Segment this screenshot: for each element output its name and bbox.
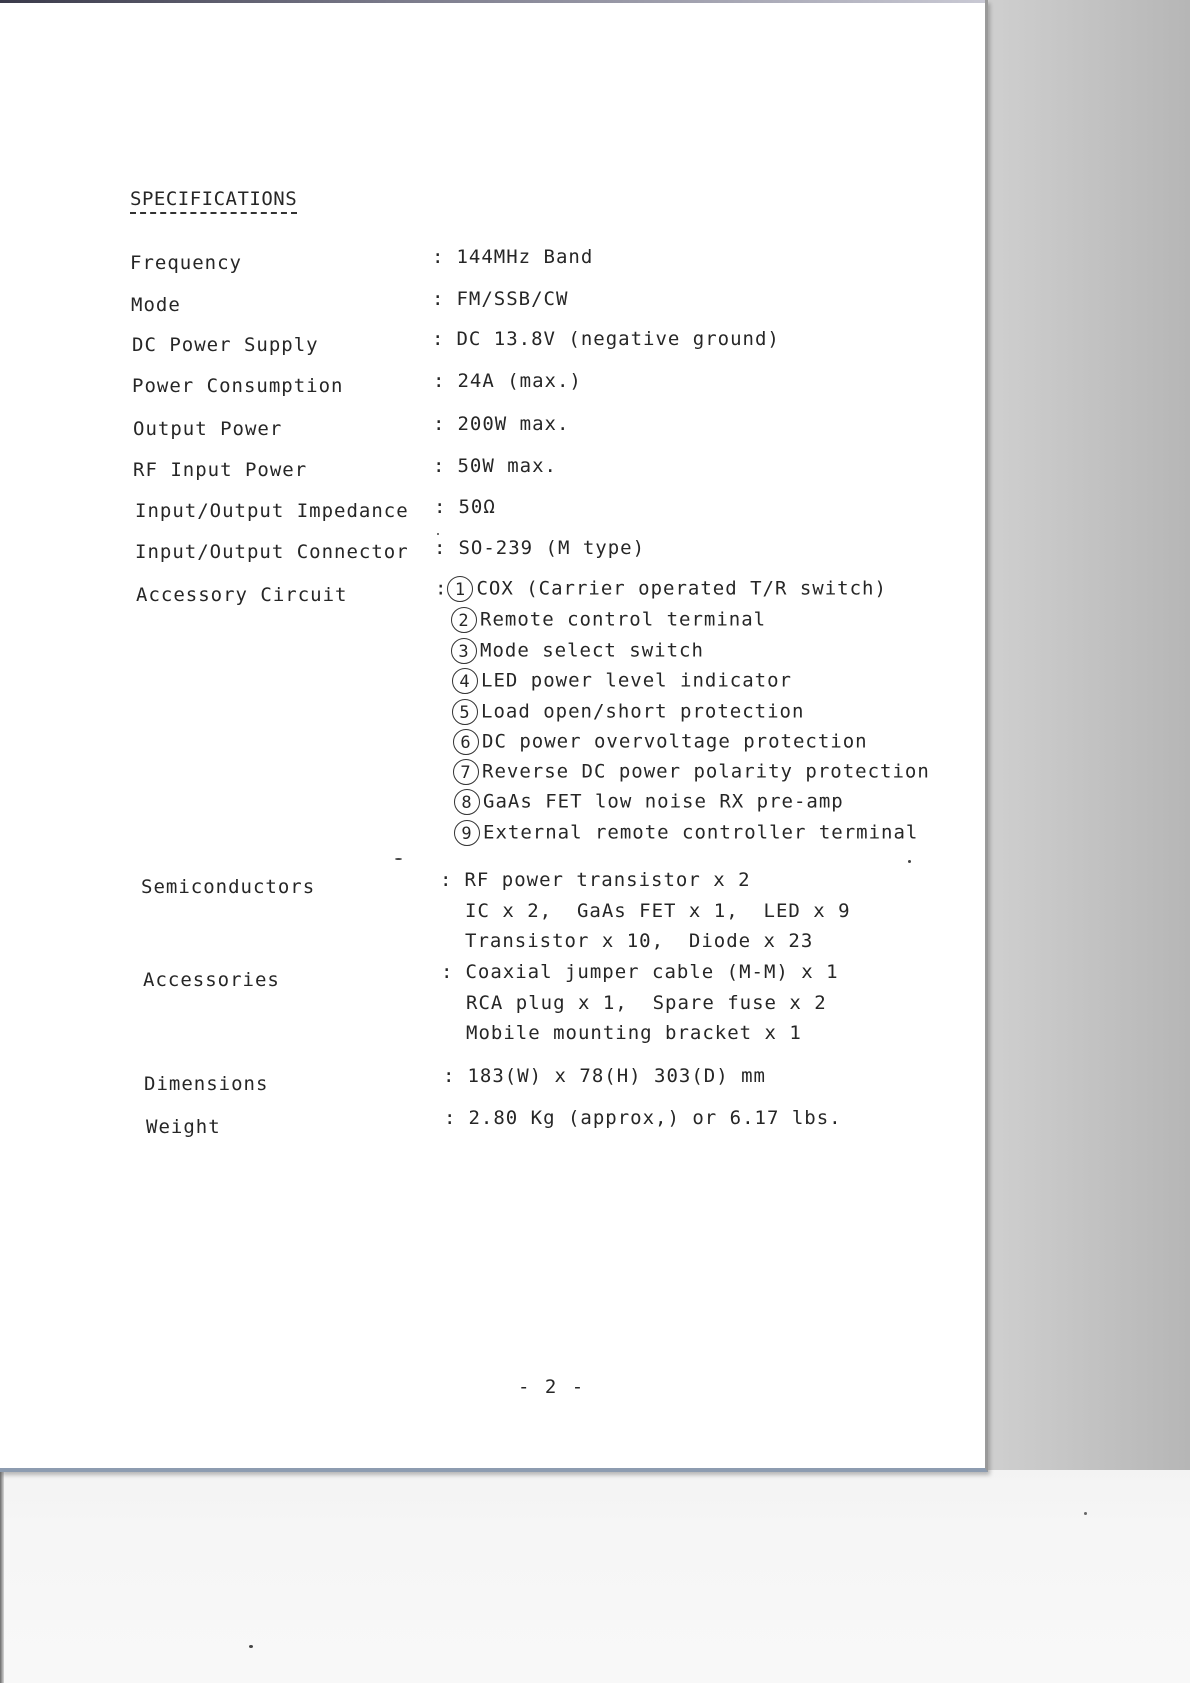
item-number-badge: 1 [447, 576, 473, 602]
value-text: 183(W) x 78(H) 303(D) mm [467, 1065, 766, 1087]
spec-label-output-power: Output Power [133, 418, 283, 440]
spec-label-weight: Weight [146, 1116, 221, 1138]
item-text: Load open/short protection [481, 700, 805, 723]
value-text: FM/SSB/CW [456, 288, 569, 310]
semiconductors-line [440, 869, 751, 891]
scan-speck [437, 533, 439, 535]
value-text: 200W max. [457, 413, 570, 435]
spec-value-io-impedance [434, 496, 496, 518]
item-number-badge: 2 [451, 607, 477, 633]
colon: : [443, 1065, 456, 1087]
colon: : [432, 246, 445, 268]
item-number-badge: 9 [454, 820, 480, 846]
spec-label-io-impedance: Input/Output Impedance [135, 500, 409, 522]
item-text: External remote controller terminal [483, 821, 919, 844]
item-text: Reverse DC power polarity protection [482, 760, 930, 783]
item-number-badge: 3 [451, 638, 477, 664]
accessory-circuit-item [452, 668, 792, 694]
colon: : [432, 288, 445, 310]
scan-speck [395, 858, 402, 860]
accessories-line: RCA plug x 1, Spare fuse x 2 [466, 992, 827, 1014]
scanner-bed-area [0, 1470, 1190, 1683]
value-text: 50W max. [457, 455, 557, 477]
item-number-badge: 7 [453, 759, 479, 785]
value-text: RF power transistor x 2 [464, 869, 751, 891]
spec-label-dc-power-supply: DC Power Supply [132, 334, 319, 356]
colon: : [441, 961, 454, 983]
colon: : [435, 577, 448, 600]
item-text: DC power overvoltage protection [482, 730, 868, 753]
spec-value-io-connector [434, 537, 645, 559]
page-top-edge [0, 0, 985, 3]
spec-value-rf-input-power [433, 455, 557, 477]
value-text: Coaxial jumper cable (M-M) x 1 [465, 961, 839, 983]
item-number-badge: 4 [452, 668, 478, 694]
semiconductors-line: Transistor x 10, Diode x 23 [465, 930, 814, 952]
spec-label-accessory-circuit: Accessory Circuit [136, 584, 348, 606]
semiconductors-line: IC x 2, GaAs FET x 1, LED x 9 [465, 900, 851, 922]
value-text: DC 13.8V (negative ground) [456, 328, 780, 350]
scan-speck [1084, 1512, 1087, 1515]
spec-value-mode [432, 288, 568, 310]
colon: : [444, 1107, 457, 1129]
accessory-circuit-item [453, 729, 868, 755]
spec-label-power-consumption: Power Consumption [132, 375, 344, 397]
item-text: Mode select switch [480, 639, 704, 662]
spec-label-frequency: Frequency [130, 252, 242, 274]
spec-value-frequency [432, 246, 593, 268]
value-text: 144MHz Band [456, 246, 594, 268]
spec-label-accessories: Accessories [143, 969, 280, 991]
accessories-line [441, 961, 839, 983]
scan-speck [249, 1645, 253, 1648]
spec-value-power-consumption [433, 370, 582, 392]
item-text: LED power level indicator [481, 669, 792, 692]
accessory-circuit-item [452, 699, 804, 725]
scan-speck [908, 860, 911, 863]
accessories-line: Mobile mounting bracket x 1 [466, 1022, 802, 1044]
spec-value-output-power [433, 413, 569, 435]
spec-value-weight [444, 1107, 842, 1129]
value-text: 2.80 Kg (approx,) or 6.17 lbs. [468, 1107, 842, 1129]
colon: : [434, 537, 447, 559]
spec-label-dimensions: Dimensions [144, 1073, 269, 1095]
spec-label-rf-input-power: RF Input Power [133, 459, 308, 481]
item-number-badge: 8 [454, 789, 480, 815]
accessory-circuit-item [453, 759, 930, 785]
page-number: - 2 - [518, 1376, 586, 1398]
page-title: SPECIFICATIONS [130, 188, 297, 214]
item-number-badge: 5 [452, 699, 478, 725]
item-text: GaAs FET low noise RX pre-amp [483, 790, 844, 813]
colon: : [433, 370, 446, 392]
accessory-circuit-item [435, 576, 887, 602]
accessory-circuit-item [454, 820, 918, 846]
value-text: SO-239 (M type) [458, 537, 646, 559]
accessory-circuit-item [451, 607, 766, 633]
colon: : [433, 413, 446, 435]
accessory-circuit-item [451, 638, 704, 664]
accessory-circuit-item [454, 789, 844, 815]
spec-label-io-connector: Input/Output Connector [135, 541, 409, 563]
item-text: COX (Carrier operated T/R switch) [476, 577, 887, 600]
item-number-badge: 6 [453, 729, 479, 755]
colon: : [440, 869, 453, 891]
value-text: 50Ω [458, 496, 496, 518]
spec-label-semiconductors: Semiconductors [141, 876, 316, 898]
colon: : [433, 455, 446, 477]
value-text: 24A (max.) [457, 370, 582, 392]
item-text: Remote control terminal [480, 608, 767, 631]
colon: : [432, 328, 445, 350]
spec-value-dc-power-supply [432, 328, 780, 350]
spec-label-mode: Mode [131, 294, 181, 316]
spec-value-dimensions [443, 1065, 766, 1087]
colon: : [434, 496, 447, 518]
